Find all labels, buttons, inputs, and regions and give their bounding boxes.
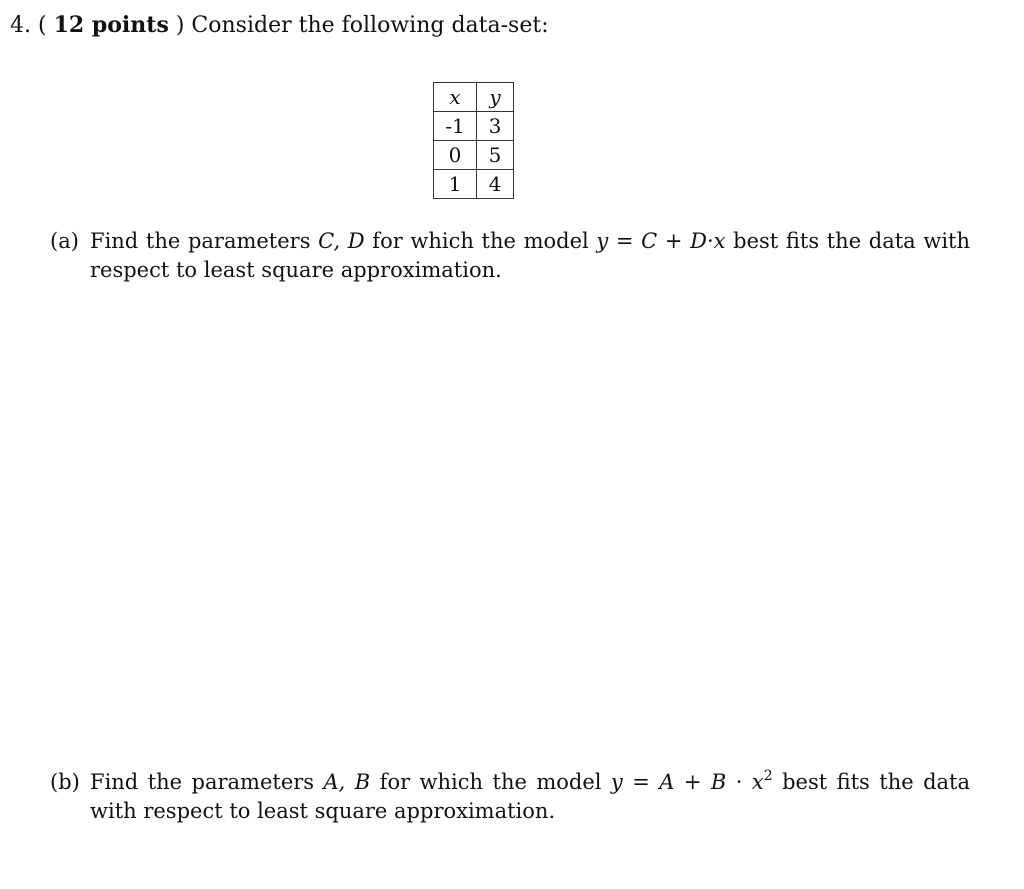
part-a-model: y = C + D·x [596,229,726,253]
part-b [50,768,970,826]
open-paren: ( [38,13,47,38]
part-a-text-after: best fits the data with respect to least square approximation. [90,229,971,282]
table-cell-x: -1 [434,112,477,141]
table-row [434,141,514,170]
data-table [433,82,514,199]
part-b-params: A, B [323,770,371,794]
table-cell-y: 4 [477,170,514,199]
part-a [50,227,970,285]
close-paren: ) [175,13,185,38]
part-b-label: (b) [50,770,80,794]
part-a-body [90,227,970,285]
part-b-model: y = A + B · x [610,770,764,794]
part-b-body [90,768,970,826]
part-b-text-before: Find the parameters [90,770,324,794]
table-row [434,112,514,141]
table-cell-y: 3 [477,112,514,141]
part-b-exponent: 2 [763,768,773,784]
problem-header [10,10,549,41]
part-b-text-after: best fits the data with respect to least square approximation. [90,770,971,823]
table-header-x: x [434,83,477,112]
table-cell-y: 5 [477,141,514,170]
problem-number: 4. [10,13,31,38]
part-a-label: (a) [50,229,79,253]
table-row [434,170,514,199]
table-cell-x: 1 [434,170,477,199]
table-header-row [434,83,514,112]
problem-prompt: Consider the following data-set: [191,13,549,38]
points-label: 12 points [53,12,169,38]
table-cell-x: 0 [434,141,477,170]
part-b-text-middle: for which the model [370,770,611,794]
table-header-y: y [477,83,514,112]
part-a-text-middle: for which the model [364,229,597,253]
part-a-text-before: Find the parameters [90,229,319,253]
part-a-params: C, D [318,229,365,253]
